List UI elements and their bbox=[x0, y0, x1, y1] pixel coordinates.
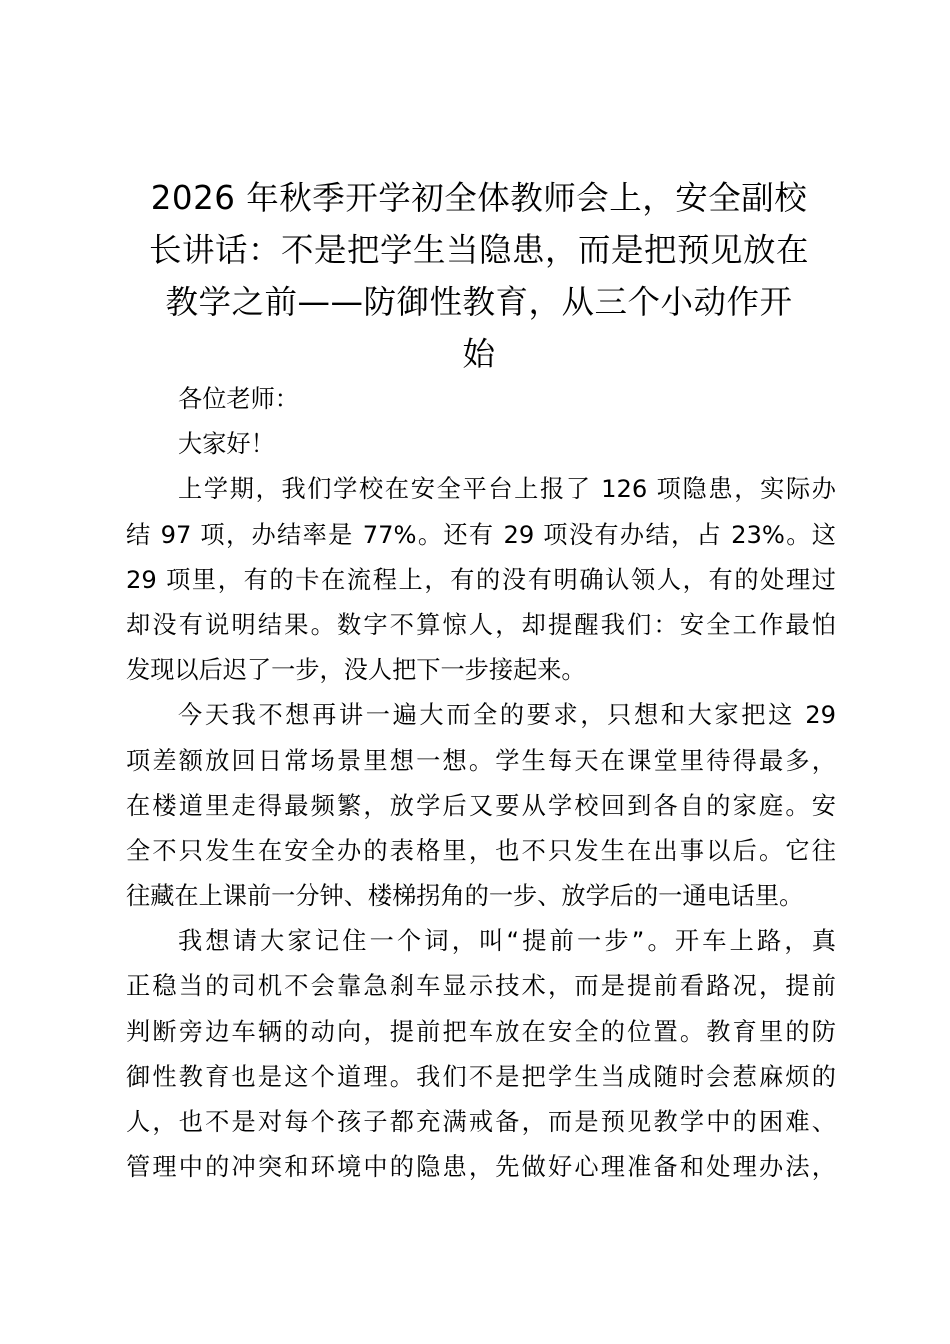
paragraph-line: 却没有说明结果。数字不算惊人，却提醒我们：安全工作最怕 bbox=[126, 610, 836, 639]
paragraph-line: 人，也不是对每个孩子都充满戒备，而是预见教学中的困难、 bbox=[126, 1108, 836, 1136]
title-line: 教学之前——防御性教育，从三个小动作开 bbox=[165, 283, 793, 321]
document-body bbox=[126, 377, 836, 1190]
title-line: 始 bbox=[462, 335, 496, 373]
paragraph-line: 今天我不想再讲一遍大而全的要求，只想和大家把这 29 bbox=[178, 701, 836, 730]
paragraph-line: 我想请大家记住一个词，叫“提前一步”。开车上路，真 bbox=[178, 927, 836, 956]
paragraph-line: 发现以后迟了一步，没人把下一步接起来。 bbox=[126, 656, 586, 685]
paragraph-line: 御性教育也是这个道理。我们不是把学生当成随时会惹麻烦的 bbox=[126, 1062, 836, 1091]
paragraph-3 bbox=[126, 919, 836, 1190]
paragraph-line: 判断旁边车辆的动向，提前把车放在安全的位置。教育里的防 bbox=[126, 1017, 836, 1046]
paragraph-line: 在楼道里走得最频繁，放学后又要从学校回到各自的家庭。安 bbox=[126, 791, 836, 820]
paragraph-line: 29 项里，有的卡在流程上，有的没有明确认领人，有的处理过 bbox=[126, 565, 836, 594]
greeting: 大家好！ bbox=[178, 430, 275, 459]
paragraph-line: 正稳当的司机不会靠急刹车显示技术，而是提前看路况，提前 bbox=[126, 972, 836, 1001]
title-line: 2026 年秋季开学初全体教师会上，安全副校 bbox=[150, 179, 808, 217]
paragraph-line: 项差额放回日常场景里想一想。学生每天在课堂里待得最多， bbox=[126, 746, 836, 775]
paragraph-line: 上学期，我们学校在安全平台上报了 126 项隐患，实际办 bbox=[178, 475, 836, 504]
paragraph-line: 全不只发生在安全办的表格里，也不只发生在出事以后。它往 bbox=[126, 836, 836, 865]
paragraph-2 bbox=[126, 693, 836, 919]
title-line: 长讲话：不是把学生当隐患，而是把预见放在 bbox=[148, 231, 809, 269]
paragraph-1 bbox=[126, 467, 836, 693]
paragraph-line: 管理中的冲突和环境中的隐患，先做好心理准备和处理办法， bbox=[126, 1153, 836, 1182]
paragraph-line: 往藏在上课前一分钟、楼梯拐角的一步、放学后的一通电话里。 bbox=[126, 882, 804, 911]
salutation: 各位老师： bbox=[178, 385, 299, 413]
paragraph-line: 结 97 项，办结率是 77%。还有 29 项没有办结，占 23%。这 bbox=[126, 520, 836, 549]
document-title bbox=[126, 172, 832, 380]
